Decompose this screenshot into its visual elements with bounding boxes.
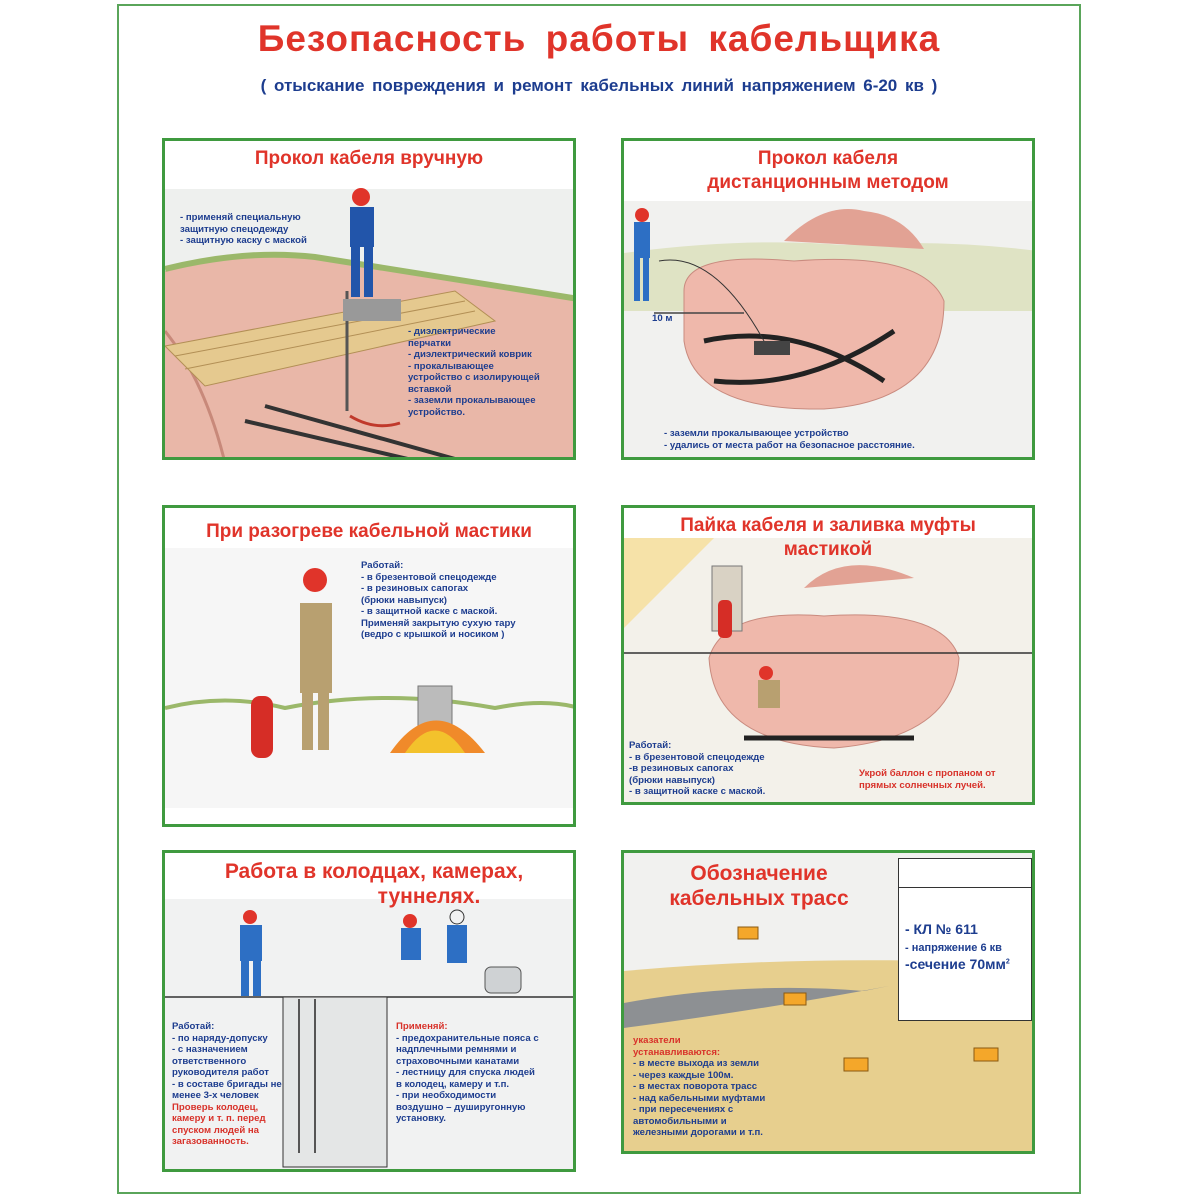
mastic-heating-illustration	[165, 508, 576, 808]
note-line: Применяй:	[396, 1021, 448, 1032]
note-line: - в брезентовой спецодежде	[629, 751, 765, 763]
title-line: Прокол кабеля	[757, 148, 899, 169]
sign-line-sup: 2	[1005, 958, 1010, 966]
panel-title: Прокол кабеля вручную	[254, 148, 484, 169]
title-line: дистанционным методом	[707, 172, 949, 193]
note-line: - по наряду-допуску	[172, 1032, 268, 1044]
note-line: - в месте выхода из земли	[633, 1058, 760, 1069]
note-line: - предохранительные пояса с	[396, 1032, 539, 1044]
note-line: - в защитной каске с маской.	[629, 786, 766, 797]
note-line: менее 3-х человек	[172, 1090, 259, 1101]
note-line: устройство с изолирующей	[408, 372, 540, 383]
note-line: камеру и т. п. перед	[172, 1113, 266, 1124]
gas-cylinder-warning	[859, 768, 996, 791]
panel-title	[624, 147, 1032, 195]
note-line: Работай:	[629, 740, 672, 751]
note-line: надплечными ремнями и	[396, 1044, 517, 1055]
note-line: в колодец, камеру и т.п.	[396, 1078, 510, 1090]
note-line: загазованность.	[172, 1136, 249, 1147]
note-line: - при необходимости	[396, 1090, 497, 1101]
panel-cable-route-marking	[621, 850, 1035, 1154]
note-line: - в резиновых сапогах	[361, 583, 469, 594]
note-line: - при пересечениях с	[633, 1104, 734, 1115]
note-line: (брюки навыпуск)	[361, 594, 447, 606]
note-line: устанавливаются:	[633, 1046, 721, 1058]
note-line: Применяй закрытую сухую тару	[361, 617, 516, 629]
note-line: - применяй специальную	[180, 212, 301, 223]
note-line: - через каждые 100м.	[633, 1069, 734, 1081]
note-line: - лестницу для спуска людей	[396, 1067, 535, 1078]
safety-note	[664, 428, 915, 451]
title-line: мастикой	[783, 539, 873, 560]
note-line: страховочными канатами	[396, 1055, 520, 1067]
note-line: - диэлектрические	[408, 326, 496, 337]
panel-manual-puncture	[162, 138, 576, 460]
note-line: спуском людей на	[172, 1124, 260, 1136]
note-line: Работай:	[172, 1021, 215, 1032]
title-line: Обозначение	[690, 862, 828, 885]
route-marker-sign	[898, 858, 1032, 1021]
title-line: Работа в колодцах, камерах,	[224, 860, 524, 883]
note-line: ответственного	[172, 1055, 247, 1067]
title-line: туннелях.	[377, 885, 481, 908]
note-line: железными дорогами и т.п.	[633, 1127, 763, 1138]
note-line: устройство.	[408, 406, 466, 418]
note-line: - удались от места работ на безопасное расстояние.	[664, 439, 915, 451]
work-rules-note	[629, 740, 765, 798]
note-line: Укрой баллон с пропаном от	[859, 768, 996, 779]
panel-title	[175, 859, 573, 909]
note-line: - в составе бригады не	[172, 1078, 282, 1090]
note-line: - заземли прокалывающее	[408, 395, 536, 406]
sign-line-text: -сечение 70мм	[905, 956, 1006, 972]
note-line: - в защитной каске с маской.	[361, 606, 498, 617]
note-line: - над кабельными муфтами	[633, 1092, 766, 1104]
note-line: защитную спецодежду	[180, 223, 289, 235]
equipment-note	[396, 1021, 539, 1125]
note-line: - в брезентовой спецодежде	[361, 571, 497, 583]
note-line: прямых солнечных лучей.	[859, 779, 986, 791]
sign-line: - напряжение 6 кв	[905, 942, 1002, 954]
note-line: Проверь колодец,	[172, 1101, 259, 1113]
work-rules-note	[361, 560, 516, 641]
note-line: руководителя работ	[172, 1067, 269, 1078]
sign-line	[905, 956, 1010, 972]
note-line: воздушно – душиругонную	[396, 1101, 526, 1113]
note-line: указатели	[633, 1035, 681, 1046]
sign-line: - КЛ № 611	[905, 921, 978, 937]
note-line: - заземли прокалывающее устройство	[664, 428, 849, 439]
poster-title: Безопасность работы кабельщика	[257, 18, 941, 59]
note-line: вставкой	[408, 383, 452, 395]
note-line: - диэлектрический коврик	[408, 349, 532, 360]
sign-header	[899, 859, 1031, 888]
work-rules-note	[172, 1021, 282, 1148]
panel-remote-puncture	[621, 138, 1035, 460]
equipment-note	[408, 326, 540, 418]
panel-cable-soldering	[621, 505, 1035, 805]
note-line: автомобильными и	[633, 1115, 727, 1127]
marker-placement-note	[633, 1035, 765, 1139]
note-line: - защитную каску с маской	[180, 235, 307, 246]
panel-title	[624, 514, 1032, 562]
distance-label: 10 м	[652, 313, 673, 324]
note-line: - прокалывающее	[408, 360, 494, 372]
note-line: -в резиновых сапогах	[629, 763, 734, 774]
note-line: (ведро с крышкой и носиком )	[361, 629, 505, 640]
title-line: кабельных трасс	[669, 887, 849, 910]
note-line: установку.	[396, 1113, 446, 1124]
note-line: - с назначением	[172, 1044, 248, 1055]
title-line: Пайка кабеля и заливка муфты	[680, 515, 976, 536]
poster-subtitle: ( отыскание повреждения и ремонт кабельных линий напряжением 6-20 кв )	[260, 76, 938, 95]
panel-wells-chambers	[162, 850, 576, 1172]
protective-gear-note	[180, 212, 307, 247]
note-line: - в местах поворота трасс	[633, 1081, 758, 1092]
panel-mastic-heating	[162, 505, 576, 827]
panel-title	[624, 861, 894, 911]
note-line: перчатки	[408, 337, 452, 349]
panel-title: При разогреве кабельной мастики	[206, 521, 532, 542]
note-line: (брюки навыпуск)	[629, 774, 715, 786]
note-line: Работай:	[361, 560, 404, 571]
